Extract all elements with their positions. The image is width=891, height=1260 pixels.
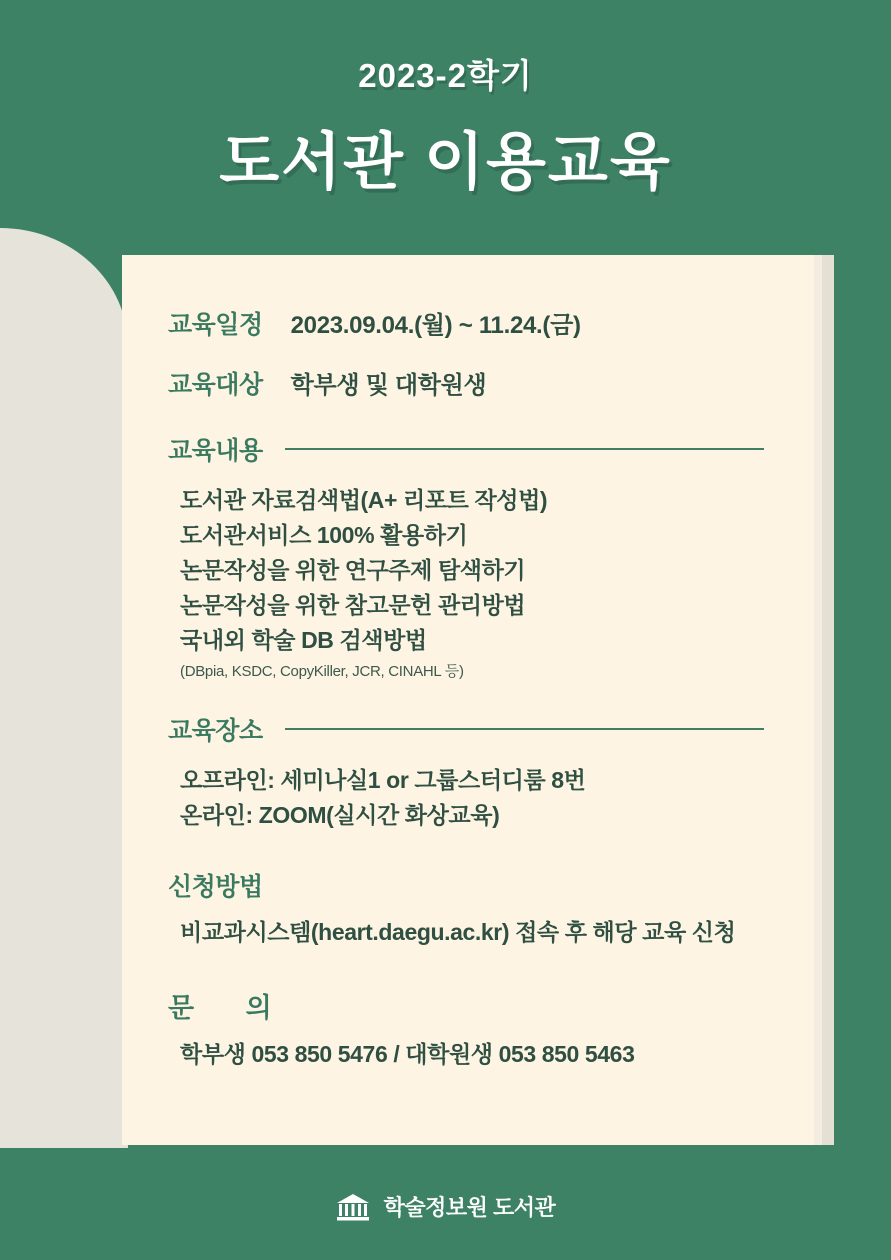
list-item: 도서관 자료검색법(A+ 리포트 작성법) bbox=[180, 487, 548, 513]
page-curl-decoration bbox=[0, 228, 128, 1148]
list-item: 논문작성을 위한 연구주제 탐색하기 bbox=[180, 556, 526, 583]
content-list bbox=[168, 483, 768, 658]
card-edge-shadow-outer bbox=[822, 255, 834, 1145]
page-curl-decoration-bottom bbox=[0, 1050, 128, 1148]
content-label: 교육내용 bbox=[168, 437, 263, 465]
schedule-value: 2023.09.04.(월) ~ 11.24.(금) bbox=[290, 312, 581, 339]
content-section-header bbox=[168, 431, 768, 467]
footer-organization-name: 학술정보원 도서관 bbox=[383, 1195, 556, 1220]
audience-label: 교육대상 bbox=[168, 371, 263, 399]
apply-label: 신청방법 bbox=[168, 872, 263, 901]
schedule-label: 교육일정 bbox=[168, 311, 263, 339]
content-note: (DBpia, KSDC, CopyKiller, JCR, CINAHL 등) bbox=[180, 662, 464, 680]
schedule-row bbox=[168, 305, 768, 341]
inquiry-label: 문 의 bbox=[168, 992, 294, 1023]
apply-block bbox=[168, 915, 768, 950]
content-card-wrapper bbox=[122, 255, 834, 1145]
semester-label: 2023-2학기 bbox=[358, 57, 533, 94]
poster-header bbox=[0, 0, 891, 201]
card-edge-shadow-inner bbox=[814, 255, 822, 1145]
place-section-header bbox=[168, 711, 768, 747]
inquiry-value: 학부생 053 850 5476 / 대학원생 053 850 5463 bbox=[180, 1040, 635, 1067]
place-line-online: 온라인: ZOOM(실시간 화상교육) bbox=[180, 801, 500, 828]
place-divider bbox=[285, 728, 764, 730]
audience-row bbox=[168, 365, 768, 401]
place-line-offline: 오프라인: 세미나실1 or 그룹스터디룸 8번 bbox=[180, 766, 586, 793]
page-title: 도서관 이용교육 bbox=[219, 128, 672, 198]
poster-footer bbox=[0, 1191, 891, 1222]
content-card bbox=[122, 255, 814, 1145]
audience-value: 학부생 및 대학원생 bbox=[290, 372, 487, 399]
place-list bbox=[168, 763, 768, 833]
list-item: 국내외 학술 DB 검색방법 bbox=[180, 626, 427, 653]
place-label: 교육장소 bbox=[168, 716, 263, 745]
apply-value: 비교과시스템(heart.daegu.ac.kr) 접속 후 해당 교육 신청 bbox=[180, 918, 736, 945]
list-item: 논문작성을 위한 참고문헌 관리방법 bbox=[180, 591, 526, 618]
content-divider bbox=[285, 448, 764, 450]
inquiry-block bbox=[168, 1037, 768, 1072]
bank-columns-icon bbox=[336, 1192, 370, 1222]
list-item: 도서관서비스 100% 활용하기 bbox=[180, 521, 468, 548]
